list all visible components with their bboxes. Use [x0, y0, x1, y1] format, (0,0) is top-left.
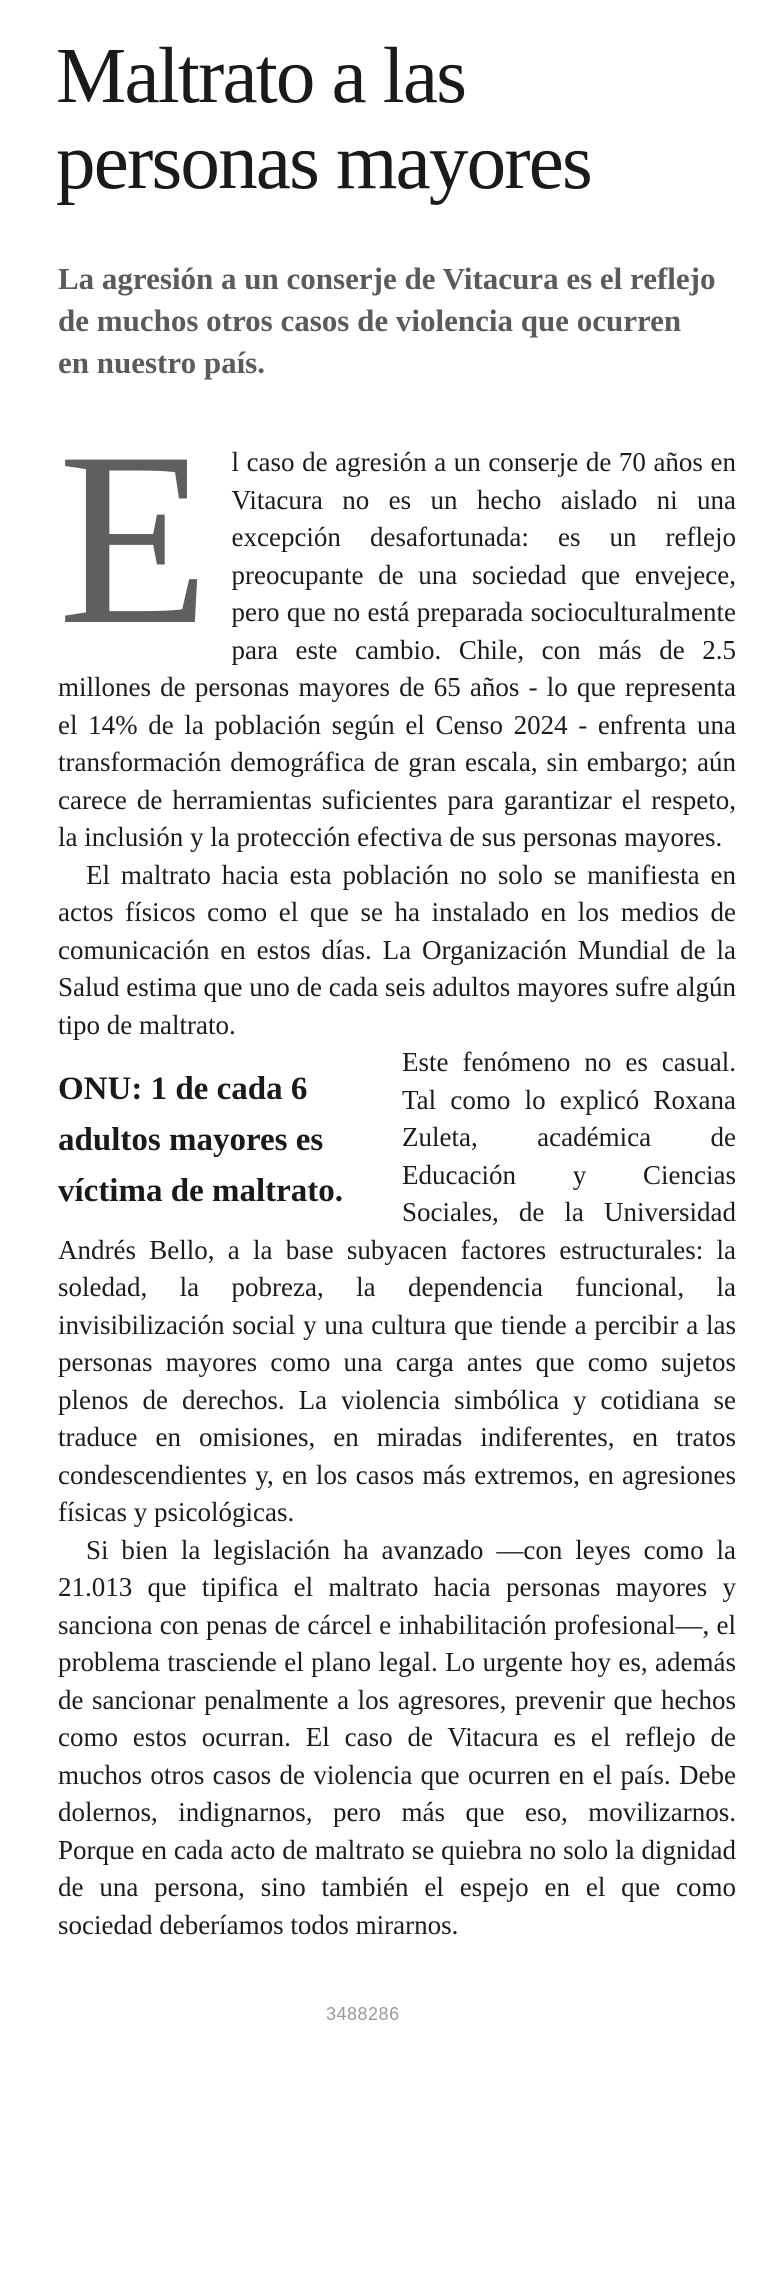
pull-quote: ONU: 1 de cada 6 adultos mayores es víctima de maltrato. — [58, 1071, 343, 1209]
paragraph-4: Si bien la legislación ha avanzado —con leyes como la 21.013 que tipifica el maltrato hacia personas mayores y sanciona con penas de cárcel e inhabilitación profesional—, el problema trasciende el plano legal. Lo urgente hoy es, además de sancionar penalmente a los agresores, prevenir que hechos como estos ocurran. El caso de Vitacura es el reflejo de muchos otros casos de violencia que ocurren en el país. Debe dolernos, indignarnos, pero más que eso, movilizarnos. Porque en cada acto de maltrato se quiebra no solo la dignidad de una persona, sino también el espejo en el que como sociedad deberíamos todos mirarnos. — [58, 1534, 736, 1940]
watermark-id: 3488286 — [326, 2004, 400, 2024]
headline: Maltrato a las personas mayores — [56, 33, 592, 206]
paragraph-3 — [58, 1044, 736, 1532]
deck-subtitle: La agresión a un conserje de Vitacura es el reflejo de muchos otros casos de violencia que ocurren en nuestro país. — [58, 261, 716, 380]
paragraph-1 — [58, 401, 736, 857]
paragraph-1-text: l caso de agresión a un conserje de 70 años en Vitacura no es un hecho aislado ni una excepción desafortunada: es un reflejo preocupante de una sociedad que envejece, pero que no está preparada socioculturalmente para este cambio. Chile, con más de 2.5 millones de personas mayores de 65 años - lo que representa el 14% de la población según el Censo 2024 - enfrenta una transformación demográfica de gran escala, sin embargo; aún carece de herramientas suficientes para garantizar el respeto, la inclusión y la protección efectiva de sus personas mayores. — [58, 447, 736, 852]
drop-cap: E — [58, 401, 210, 676]
article-body — [58, 401, 736, 1944]
paragraph-3-text: Este fenómeno no es casual. Tal como lo explicó Roxana Zuleta, académica de Educación y Ciencias Sociales, de la Universidad Andrés Bello, a la base subyacen factores estructurales: la soledad, la pobreza, la dependencia funcional, la invisibilización social y una cultura que tiende a percibir a las personas mayores como una carga antes que como sujetos plenos de derechos. La violencia simbólica y cotidiana se traduce en omisiones, en miradas indiferentes, en tratos condescendientes y, en los casos más extremos, en agresiones físicas y psicológicas. — [58, 1047, 736, 1527]
paragraph-2: El maltrato hacia esta población no solo se manifiesta en actos físicos como el que se ha instalado en los medios de comunicación en estos días. La Organización Mundial de la Salud estima que uno de cada seis adultos mayores sufre algún tipo de maltrato. — [58, 859, 736, 1040]
